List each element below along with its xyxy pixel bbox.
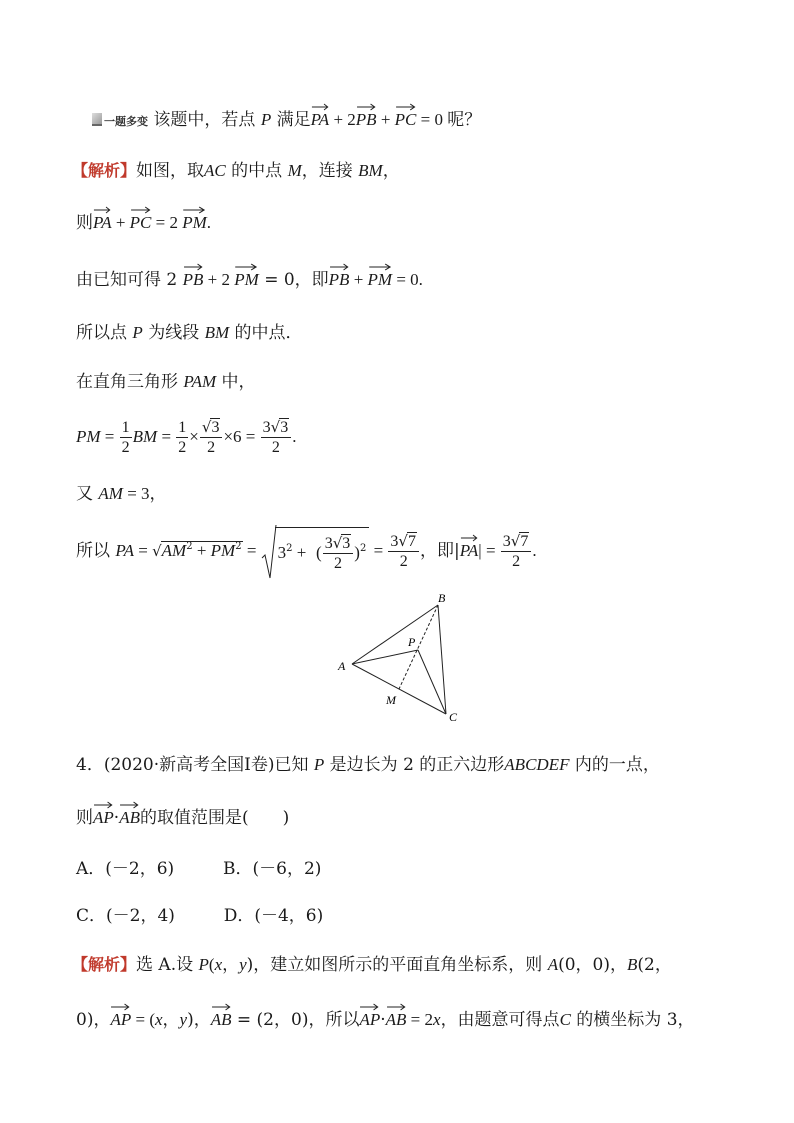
vector-ab: AB	[386, 1002, 407, 1028]
vector-ap: AP	[359, 1002, 380, 1028]
options-row-2	[76, 903, 323, 929]
vector-ap: AP	[110, 1002, 131, 1028]
pm-formula: PM = $\frac{1}{2}$ BM = $\frac{1}{2}$ × $\frac{√3}{2}$ ×6 = $\frac{3√3}{2}$ .	[76, 418, 297, 456]
badge-mark-icon	[92, 113, 102, 126]
option-a[interactable]: A．(－2，6)	[76, 859, 175, 879]
solution-line-4: 所以点 P 为线段 BM 的中点．	[76, 323, 303, 343]
vector-pb: PB	[329, 262, 350, 288]
question-4-line-2: 则 AP· AB的取值范围是( )	[76, 800, 289, 831]
label-a: A	[338, 659, 346, 673]
vector-pa: PA	[460, 533, 479, 559]
label-m: M	[386, 693, 396, 707]
options-row-1	[76, 856, 321, 882]
solution-line-2: 则 PA + PC = 2 PM.	[76, 205, 211, 236]
label-p: P	[408, 635, 416, 649]
variant-badge: 一题多变	[92, 109, 148, 135]
solution-line-5: 在直角三角形 PAM 中，	[76, 372, 256, 392]
big-radical: $3^2$ + ( $\frac{3√3}{2}$ )$^2$	[261, 523, 370, 581]
vector-pa: PA	[93, 205, 112, 231]
vector-pm: PM	[234, 262, 259, 288]
vector-pm: PM	[182, 205, 207, 231]
vector-pm: PM	[368, 262, 393, 288]
option-b[interactable]: B．(－6，2)	[223, 859, 322, 879]
pa-formula: 所以 PA = $√AM^2 + PM^2 = 3^2$ + ( $\frac{3√3}{2}$ )$^2$ = $\frac{3√7}{2}$ ，即| PA| = $\frac{3√7}{2}$ .	[76, 522, 537, 580]
solution-tag: 【解析】	[72, 955, 137, 974]
solution-line-3: 由已知可得 2 PB + 2 PM = 0，即 PB + PM = 0.	[76, 262, 423, 293]
solution-2-line-2: 0)， AP = (x，y)， AB = (2，0)，所以 AP· AB = 2x，由题意可得点C 的横坐标为 3，	[76, 1002, 695, 1033]
vector-pc: PC	[130, 205, 152, 231]
vector-ab: AB	[119, 800, 140, 826]
question-4-line-1: 4．(2020·新高考全国Ⅰ卷)已知 P 是边长为 2 的正六边形ABCDEF 内的一点，	[76, 755, 660, 775]
variant-question: 一题多变 该题中，若点 P 满足 PA + 2 PB + PC = 0 呢？	[92, 102, 481, 135]
solution-line-1: 【解析】如图，取AC 的中点 M，连接 BM，	[72, 161, 400, 181]
option-c[interactable]: C．(－2，4)	[76, 906, 175, 926]
vector-ap: AP	[93, 800, 114, 826]
vector-ab: AB	[211, 1002, 232, 1028]
vector-pa: PA	[311, 102, 330, 128]
vector-pc: PC	[395, 102, 417, 128]
option-d[interactable]: D．(－4，6)	[223, 906, 324, 926]
label-c: C	[449, 710, 458, 724]
solution-tag: 【解析】	[72, 161, 137, 180]
vector-pb: PB	[356, 102, 377, 128]
solution-line-7: 又 AM = 3，	[76, 484, 167, 504]
triangle-figure	[330, 590, 470, 735]
vector-pb: PB	[183, 262, 204, 288]
solution-2-line-1: 【解析】选 A.设 P(x，y)，建立如图所示的平面直角坐标系，则 A(0，0)，B(2，	[72, 955, 672, 975]
label-b: B	[438, 591, 446, 605]
